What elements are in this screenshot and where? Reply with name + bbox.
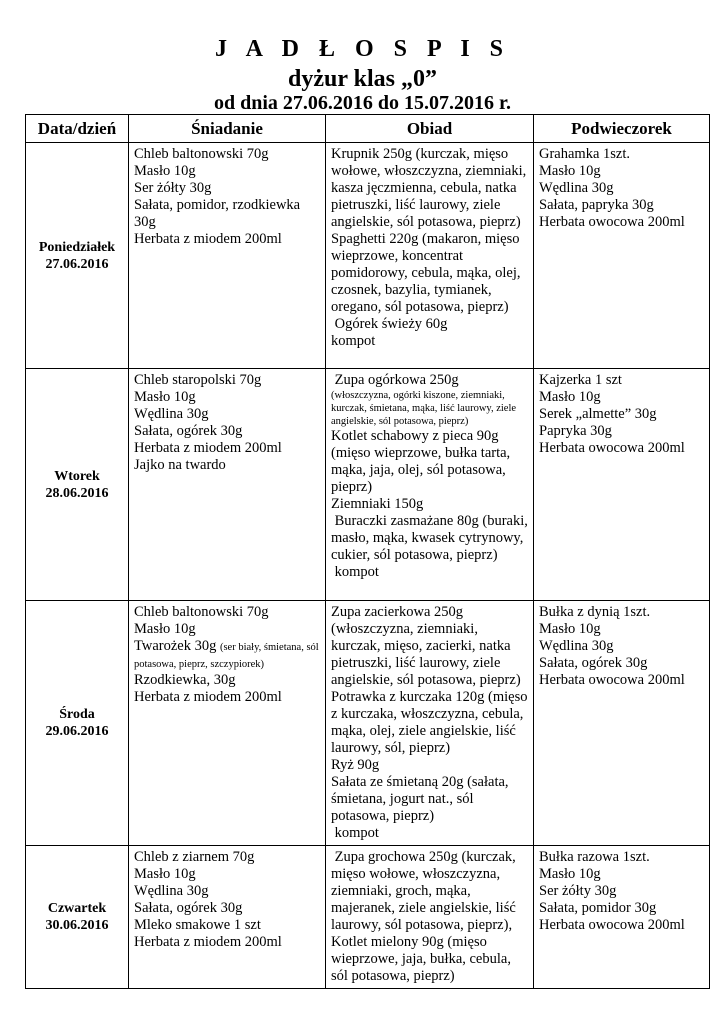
- table-row: [26, 369, 710, 601]
- menu-item: Masło 10g: [539, 866, 601, 882]
- day-date: 30.06.2016: [45, 918, 109, 933]
- menu-item: Spaghetti 220g (makaron, mięso wieprzowe, koncentrat pomidorowy, cebula, mąka, olej, czosnek, bazylia, tymianek, oregano, sól potasowa, pieprz): [331, 231, 525, 315]
- menu-item: Rzodkiewka, 30g: [134, 672, 236, 688]
- menu-item: Papryka 30g: [539, 423, 612, 439]
- menu-item-main: Twarożek 30g: [134, 638, 220, 654]
- day-date: 29.06.2016: [45, 724, 109, 739]
- menu-item: Herbata z miodem 200ml: [134, 934, 282, 950]
- table-row: [26, 846, 710, 989]
- menu-item: Chleb staropolski 70g: [134, 372, 262, 388]
- menu-item: Wędlina 30g: [539, 180, 614, 196]
- menu-item: Zupa ogórkowa 250g: [331, 372, 459, 388]
- menu-item: kompot: [331, 564, 379, 580]
- menu-item-note: (włoszczyzna, ogórki kiszone, ziemniaki, kurczak, śmietana, mąka, liść laurowy, ziele angielskie, sól potasowa, pieprz): [331, 390, 519, 427]
- snack-cell: [534, 846, 710, 989]
- menu-item: [134, 638, 322, 672]
- menu-item: Mleko smakowe 1 szt: [134, 917, 261, 933]
- menu-item: Potrawka z kurczaka 120g (mięso z kurczaka, włoszczyzna, cebula, mąka, olej, ziele angielskie, liść laurowy, sól, pieprz): [331, 689, 532, 756]
- menu-item: Sałata ze śmietaną 20g (sałata, śmietana, jogurt nat., sól potasowa, pieprz): [331, 774, 513, 824]
- breakfast-cell: [129, 369, 326, 601]
- day-name: Środa: [59, 707, 95, 722]
- day-cell: [26, 369, 129, 601]
- menu-item: Herbata z miodem 200ml: [134, 689, 282, 705]
- menu-item: Kajzerka 1 szt: [539, 372, 622, 388]
- day-name: Czwartek: [47, 901, 107, 916]
- menu-item: Sałata, ogórek 30g: [134, 900, 243, 916]
- menu-item: Wędlina 30g: [134, 406, 209, 422]
- table-row: [26, 601, 710, 846]
- lunch-cell: [326, 601, 534, 846]
- menu-item: Wędlina 30g: [134, 883, 209, 899]
- day-cell: [26, 601, 129, 846]
- table-header-row: [26, 115, 710, 143]
- menu-item: Krupnik 250g (kurczak, mięso wołowe, włoszczyzna, ziemniaki, kasza jęczmienna, cebula, natka pietruszki, liść laurowy, ziele angielskie, sól potasowa, pieprz): [331, 146, 530, 230]
- date-range: od dnia 27.06.2016 do 15.07.2016 r.: [213, 92, 512, 114]
- menu-item: Sałata, pomidor 30g: [539, 900, 657, 916]
- day-name: Poniedziałek: [38, 239, 116, 255]
- menu-item: Sałata, ogórek 30g: [539, 655, 648, 671]
- snack-cell: [534, 143, 710, 369]
- menu-item: Wędlina 30g: [539, 638, 614, 654]
- menu-item: Masło 10g: [539, 163, 601, 179]
- menu-item: Sałata, papryka 30g: [539, 197, 654, 213]
- menu-item: Kotlet mielony 90g (mięso wieprzowe, jaja, bułka, cebula, sól potasowa, pieprz): [331, 934, 515, 984]
- menu-item: Zupa zacierkowa 250g (włoszczyzna, ziemniaki, kurczak, mięso, zacierki, natka pietruszki, liść laurowy, ziele angielskie, sól potasowa, pieprz): [331, 604, 521, 688]
- menu-item: Ser żółty 30g: [539, 883, 617, 899]
- page-subtitle: dyżur klas „0”: [288, 66, 437, 92]
- menu-item: Masło 10g: [539, 389, 601, 405]
- menu-table: [25, 114, 710, 989]
- column-header-lunch: Obiad: [326, 115, 534, 143]
- menu-item: Zupa grochowa 250g (kurczak, mięso wołowe, włoszczyzna, ziemniaki, groch, mąka, majeranek, ziele angielskie, liść laurowy, sól potasowa, pieprz),: [331, 849, 520, 933]
- table-row: [26, 143, 710, 369]
- breakfast-cell: [129, 846, 326, 989]
- menu-item: Masło 10g: [134, 866, 196, 882]
- menu-item: Ziemniaki 150g: [331, 496, 424, 512]
- menu-item: Chleb baltonowski 70g: [134, 604, 269, 620]
- menu-item: Herbata owocowa 200ml: [539, 214, 685, 230]
- column-header-date: Data/dzień: [26, 115, 129, 143]
- menu-item: kompot: [331, 825, 379, 841]
- menu-item: Buraczki zasmażane 80g (buraki, masło, mąka, kwasek cytrynowy, cukier, sól potasowa, pieprz): [331, 513, 532, 563]
- menu-item-note: (ser biały, śmietana, sól potasowa, pieprz, szczypiorek): [134, 642, 322, 670]
- menu-item: Herbata owocowa 200ml: [539, 440, 685, 456]
- menu-item: Bułka z dynią 1szt.: [539, 604, 651, 620]
- day-date: 28.06.2016: [45, 485, 109, 501]
- menu-item: Herbata owocowa 200ml: [539, 672, 685, 688]
- menu-item: Ogórek świeży 60g: [331, 316, 448, 332]
- snack-cell: [534, 369, 710, 601]
- menu-item: Masło 10g: [539, 621, 601, 637]
- menu-item: Chleb baltonowski 70g: [134, 146, 269, 162]
- menu-item: Masło 10g: [134, 389, 196, 405]
- lunch-cell: [326, 369, 534, 601]
- menu-item: Ser żółty 30g: [134, 180, 212, 196]
- menu-item: Bułka razowa 1szt.: [539, 849, 650, 865]
- menu-item: Grahamka 1szt.: [539, 146, 630, 162]
- menu-item: Masło 10g: [134, 621, 196, 637]
- menu-item: Herbata z miodem 200ml: [134, 440, 282, 456]
- lunch-cell: [326, 143, 534, 369]
- snack-cell: [534, 601, 710, 846]
- breakfast-cell: [129, 601, 326, 846]
- column-header-snack: Podwieczorek: [534, 115, 710, 143]
- day-date: 27.06.2016: [45, 256, 109, 272]
- menu-item: Sałata, ogórek 30g: [134, 423, 243, 439]
- menu-item: kompot: [331, 333, 376, 349]
- menu-item: Kotlet schabowy z pieca 90g (mięso wieprzowe, bułka tarta, mąka, jaja, olej, sól potasowa, pieprz): [331, 428, 514, 495]
- menu-item: Jajko na twardo: [134, 457, 226, 473]
- day-cell: [26, 846, 129, 989]
- lunch-cell: [326, 846, 534, 989]
- menu-item: Masło 10g: [134, 163, 196, 179]
- day-cell: [26, 143, 129, 369]
- page-title: J A D Ł O S P I S: [214, 36, 511, 62]
- menu-item: Serek „almette” 30g: [539, 406, 657, 422]
- menu-item: Herbata owocowa 200ml: [539, 917, 685, 933]
- breakfast-cell: [129, 143, 326, 369]
- menu-item: Sałata, pomidor, rzodkiewka 30g: [134, 197, 304, 230]
- menu-item: Ryż 90g: [331, 757, 380, 773]
- column-header-breakfast: Śniadanie: [129, 115, 326, 143]
- menu-item: Herbata z miodem 200ml: [134, 231, 282, 247]
- day-name: Wtorek: [54, 468, 100, 484]
- menu-item: Chleb z ziarnem 70g: [134, 849, 255, 865]
